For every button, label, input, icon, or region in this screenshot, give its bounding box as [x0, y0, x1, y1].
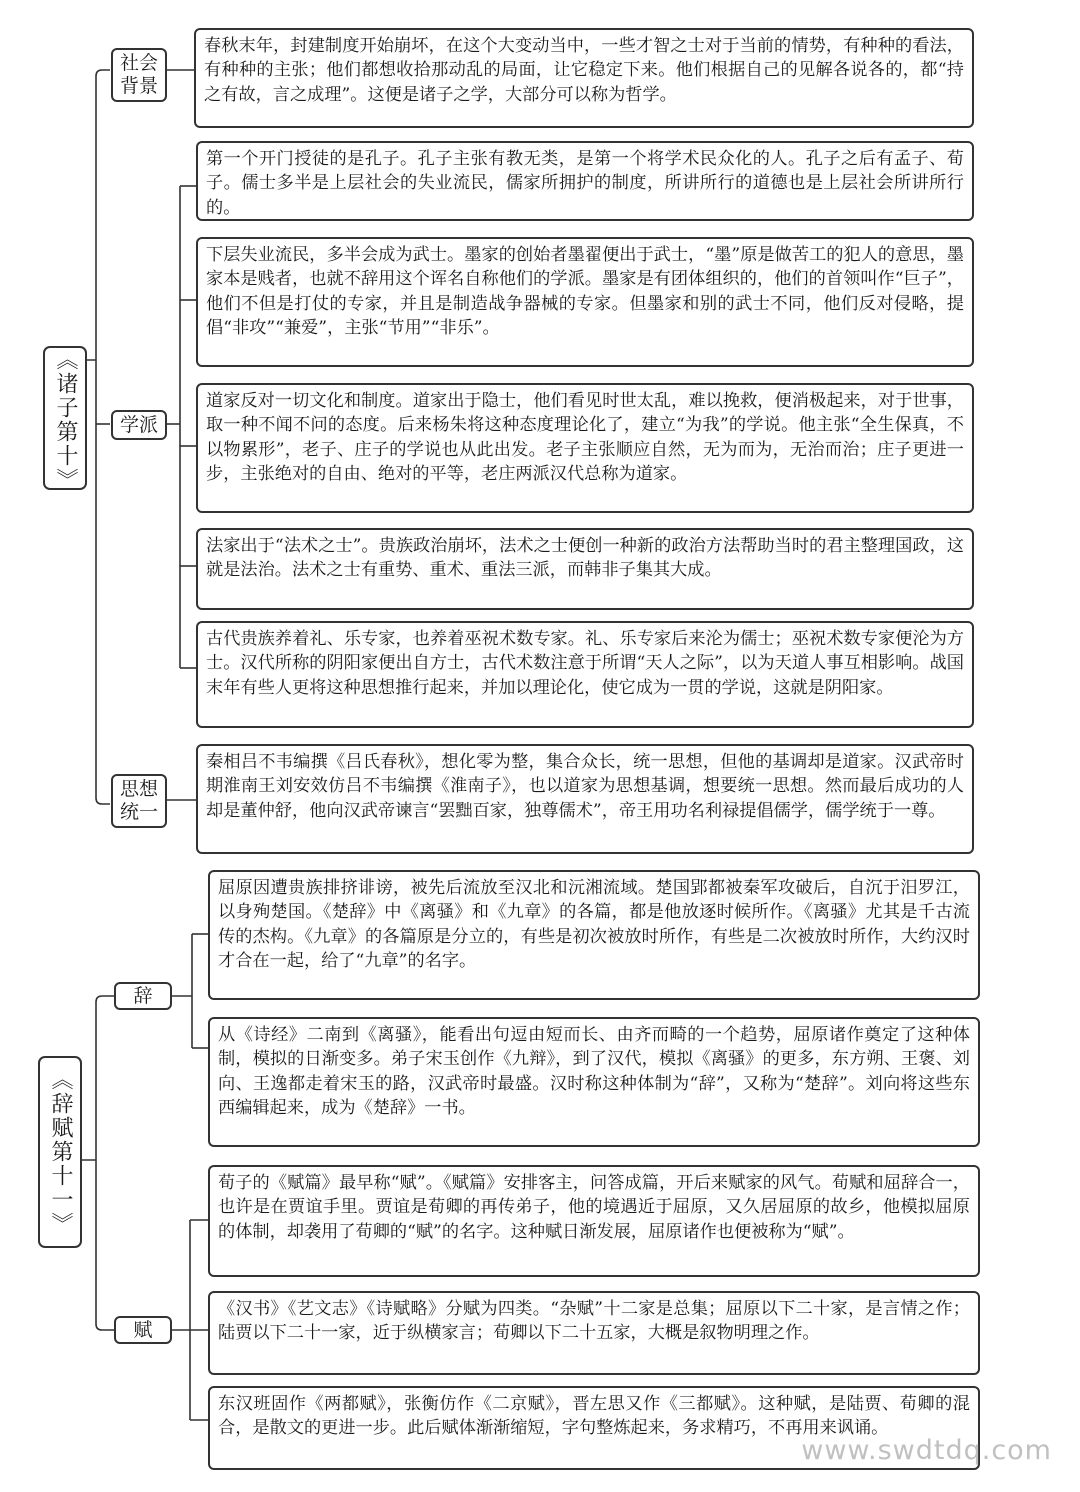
branch-thought-unification: 思想统一 [111, 774, 167, 828]
watermark: www.swdtdq.com [801, 1435, 1052, 1466]
branch-ci: 辞 [114, 982, 172, 1010]
fu-hanshu-text: 《汉书》《艺文志》《诗赋略》分赋为四类。“杂赋”十二家是总集；屈原以下二十家，是言情之作；陆贾以下二十一家，近于纵横家言；荀卿以下二十五家，大概是叙物明理之作。 [208, 1291, 980, 1375]
branch-social-background: 社会背景 [111, 48, 167, 102]
root-cifu: 《辞赋第十一》 [38, 1056, 82, 1248]
fu-eastern-han-text: 东汉班固作《两都赋》，张衡仿作《二京赋》，晋左思又作《三都赋》。这种赋，是陆贾、荀卿的混合，是散文的更进一步。此后赋体渐渐缩短，字句整炼起来，务求精巧，不再用来讽诵。 [208, 1386, 980, 1470]
school-legalist-text: 法家出于“法术之士”。贵族政治崩坏，法术之士便创一种新的政治方法帮助当时的君主整理国政，这就是法治。法术之士有重势、重术、重法三派，而韩非子集其大成。 [196, 528, 974, 610]
branch-fu: 赋 [114, 1316, 172, 1344]
ci-qu-yuan-text: 屈原因遭贵族排挤诽谤，被先后流放至汉北和沅湘流域。楚国郢都被秦军攻破后，自沉于汨罗江，以身殉楚国。《楚辞》中《离骚》和《九章》的各篇，都是他放逐时候所作。《离骚》尤其是千古流传的杰构。《九章》的各篇原是分立的，有些是初次被放时所作，有些是二次被放时所作，大约汉时才合在一起，给了“九章”的名字。 [208, 870, 980, 1000]
root-zhuzi: 《诸子第十》 [43, 346, 87, 490]
thought-unification-text: 秦相吕不韦编撰《吕氏春秋》，想化零为整，集合众长，统一思想，但他的基调却是道家。汉武帝时期淮南王刘安效仿吕不韦编撰《淮南子》，也以道家为思想基调，想要统一思想。然而最后成功的人却是董仲舒，他向汉武帝谏言“罢黜百家，独尊儒术”，帝王用功名利禄提倡儒学，儒学统于一尊。 [196, 744, 974, 854]
branch-schools: 学派 [111, 410, 167, 440]
school-mohist-text: 下层失业流民，多半会成为武士。墨家的创始者墨翟便出于武士，“墨”原是做苦工的犯人的意思，墨家本是贱者，也就不辞用这个诨名自称他们的学派。墨家是有团体组织的，他们的首领叫作“巨子”，他们不但是打仗的专家，并且是制造战争器械的专家。但墨家和别的武士不同，他们反对侵略，提倡“非攻”“兼爱”，主张“节用”“非乐”。 [196, 237, 974, 367]
school-yinyang-text: 古代贵族养着礼、乐专家，也养着巫祝术数专家。礼、乐专家后来沦为儒士；巫祝术数专家便沦为方士。汉代所称的阴阳家便出自方士，古代术数注意于所谓“天人之际”，以为天道人事互相影响。战国末年有些人更将这种思想推行起来，并加以理论化，使它成为一贯的学说，这就是阴阳家。 [196, 621, 974, 728]
school-confucian-text: 第一个开门授徒的是孔子。孔子主张有教无类，是第一个将学术民众化的人。孔子之后有孟子、荀子。儒士多半是上层社会的失业流民，儒家所拥护的制度，所讲所行的道德也是上层社会所讲所行的。 [196, 141, 974, 221]
social-background-text: 春秋末年，封建制度开始崩坏，在这个大变动当中，一些才智之士对于当前的情势，有种种的看法，有种种的主张；他们都想收拾那动乱的局面，让它稳定下来。他们根据自己的见解各说各的，都“持之有故，言之成理”。这便是诸子之学，大部分可以称为哲学。 [194, 28, 974, 128]
fu-xunzi-text: 荀子的《赋篇》最早称“赋”。《赋篇》安排客主，问答成篇，开后来赋家的风气。荀赋和屈辞合一，也许是在贾谊手里。贾谊是荀卿的再传弟子，他的境遇近于屈原，又久居屈原的故乡，他模拟屈原的体制，却袭用了荀卿的“赋”的名字。这种赋日渐发展，屈原诸作也便被称为“赋”。 [208, 1165, 980, 1277]
ci-chuci-text: 从《诗经》二南到《离骚》，能看出句逗由短而长、由齐而畸的一个趋势，屈原诸作奠定了这种体制，模拟的日渐变多。弟子宋玉创作《九辩》，到了汉代，模拟《离骚》的更多，东方朔、王褒、刘向、王逸都走着宋玉的路，汉武帝时最盛。汉时称这种体制为“辞”，又称为“楚辞”。刘向将这些东西编辑起来，成为《楚辞》一书。 [208, 1017, 980, 1147]
school-taoist-text: 道家反对一切文化和制度。道家出于隐士，他们看见时世太乱，难以挽救，便消极起来，对于世事，取一种不闻不问的态度。后来杨朱将这种态度理论化了，建立“为我”的学说。他主张“全生保真，不以物累形”，老子、庄子的学说也从此出发。老子主张顺应自然，无为而为，无治而治；庄子更进一步，主张绝对的自由、绝对的平等，老庄两派汉代总称为道家。 [196, 383, 974, 513]
